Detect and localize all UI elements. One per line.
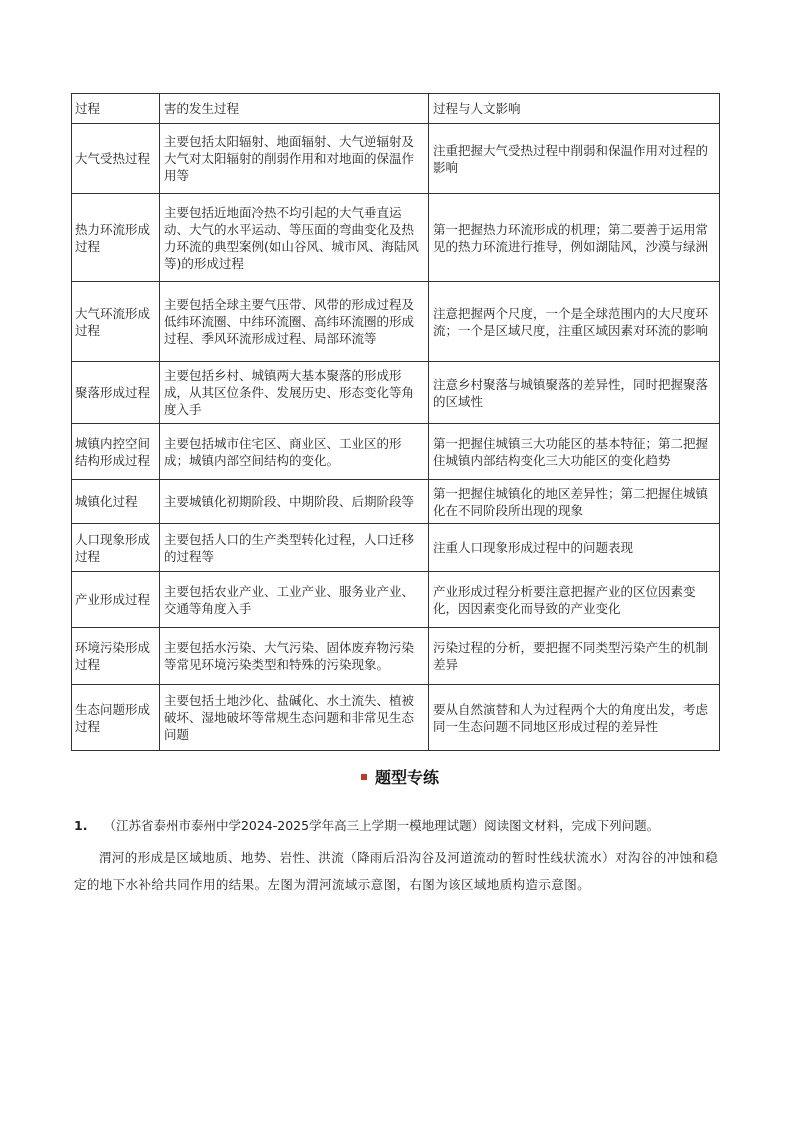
process-content-cell: 主要包括水污染、大气污染、固体废弃物污染等常见环境污染类型和特殊的污染现象。 — [160, 628, 429, 685]
process-name-cell: 环境污染形成过程 — [72, 628, 160, 685]
process-note-cell: 注意乡村聚落与城镇聚落的差异性，同时把握聚落的区域性 — [429, 362, 720, 424]
process-content-cell: 害的发生过程 — [160, 94, 429, 124]
question-number: 1. — [74, 818, 88, 833]
table-row — [72, 362, 720, 424]
process-content-cell: 主要包括土地沙化、盐碱化、水土流失、植被破坏、湿地破坏等常规生态问题和非常见生态问题 — [160, 685, 429, 751]
table-row — [72, 685, 720, 751]
process-note-cell: 注重把握大气受热过程中削弱和保温作用对过程的影响 — [429, 124, 720, 194]
process-content-cell: 主要包括农业产业、工业产业、服务业产业、交通等角度入手 — [160, 572, 429, 628]
process-note-cell: 注重人口现象形成过程中的问题表现 — [429, 524, 720, 572]
table-row — [72, 524, 720, 572]
table-row — [72, 480, 720, 524]
process-name-cell: 过程 — [72, 94, 160, 124]
process-name-cell: 产业形成过程 — [72, 572, 160, 628]
process-name-cell: 大气受热过程 — [72, 124, 160, 194]
question-header — [74, 817, 734, 835]
section-heading — [0, 765, 800, 788]
question-source: （江苏省泰州市泰州中学2024-2025学年高三上学期一模地理试题）阅读图文材料，完成下列问题。 — [103, 818, 660, 833]
process-note-cell: 注意把握两个尺度，一个是全球范围内的大尺度环流；一个是区域尺度，注重区域因素对环流的影响 — [429, 282, 720, 362]
table-row — [72, 94, 720, 124]
process-content-cell: 主要包括近地面冷热不均引起的大气垂直运动、大气的水平运动、等压面的弯曲变化及热力环流的典型案例(如山谷风、城市风、海陆风等)的形成过程 — [160, 194, 429, 282]
square-bullet-icon — [361, 774, 367, 780]
geography-process-table — [71, 93, 720, 751]
process-content-cell: 主要包括城市住宅区、商业区、工业区的形成；城镇内部空间结构的变化。 — [160, 424, 429, 480]
section-title-text: 题型专练 — [374, 768, 439, 787]
question-material-paragraph: 渭河的形成是区域地质、地势、岩性、洪流（降雨后沿沟谷及河道流动的暂时性线状流水）对沟谷的冲蚀和稳定的地下水补给共同作用的结果。左图为渭河流域示意图，右图为该区域地质构造示意图。 — [74, 850, 719, 892]
process-name-cell: 大气环流形成过程 — [72, 282, 160, 362]
process-name-cell: 热力环流形成过程 — [72, 194, 160, 282]
process-name-cell: 人口现象形成过程 — [72, 524, 160, 572]
table-row — [72, 572, 720, 628]
process-name-cell: 聚落形成过程 — [72, 362, 160, 424]
process-content-cell: 主要城镇化初期阶段、中期阶段、后期阶段等 — [160, 480, 429, 524]
process-note-cell: 要从自然演替和人为过程两个大的角度出发，考虑同一生态问题不同地区形成过程的差异性 — [429, 685, 720, 751]
process-note-cell: 污染过程的分析，要把握不同类型污染产生的机制差异 — [429, 628, 720, 685]
table-row — [72, 424, 720, 480]
table-row — [72, 194, 720, 282]
process-note-cell: 第一把握住城镇化的地区差异性；第二把握住城镇化在不同阶段所出现的现象 — [429, 480, 720, 524]
process-name-cell: 城镇化过程 — [72, 480, 160, 524]
process-note-cell: 产业形成过程分析要注意把握产业的区位因素变化，因因素变化而导致的产业变化 — [429, 572, 720, 628]
process-content-cell: 主要包括人口的生产类型转化过程，人口迁移的过程等 — [160, 524, 429, 572]
table-row — [72, 124, 720, 194]
table-row — [72, 628, 720, 685]
process-name-cell: 城镇内控空间结构形成过程 — [72, 424, 160, 480]
process-content-cell: 主要包括全球主要气压带、风带的形成过程及低纬环流圈、中纬环流圈、高纬环流圈的形成过程、季风环流形成过程、局部环流等 — [160, 282, 429, 362]
process-note-cell: 第一把握住城镇三大功能区的基本特征；第二把握住城镇内部结构变化三大功能区的变化趋势 — [429, 424, 720, 480]
process-note-cell: 第一把握热力环流形成的机理；第二要善于运用常见的热力环流进行推导，例如湖陆风，沙漠与绿洲 — [429, 194, 720, 282]
process-content-cell: 主要包括乡村、城镇两大基本聚落的形成形成，从其区位条件、发展历史、形态变化等角度入手 — [160, 362, 429, 424]
process-name-cell: 生态问题形成过程 — [72, 685, 160, 751]
process-content-cell: 主要包括太阳辐射、地面辐射、大气逆辐射及大气对太阳辐射的削弱作用和对地面的保温作用等 — [160, 124, 429, 194]
process-note-cell: 过程与人文影响 — [429, 94, 720, 124]
table-row — [72, 282, 720, 362]
